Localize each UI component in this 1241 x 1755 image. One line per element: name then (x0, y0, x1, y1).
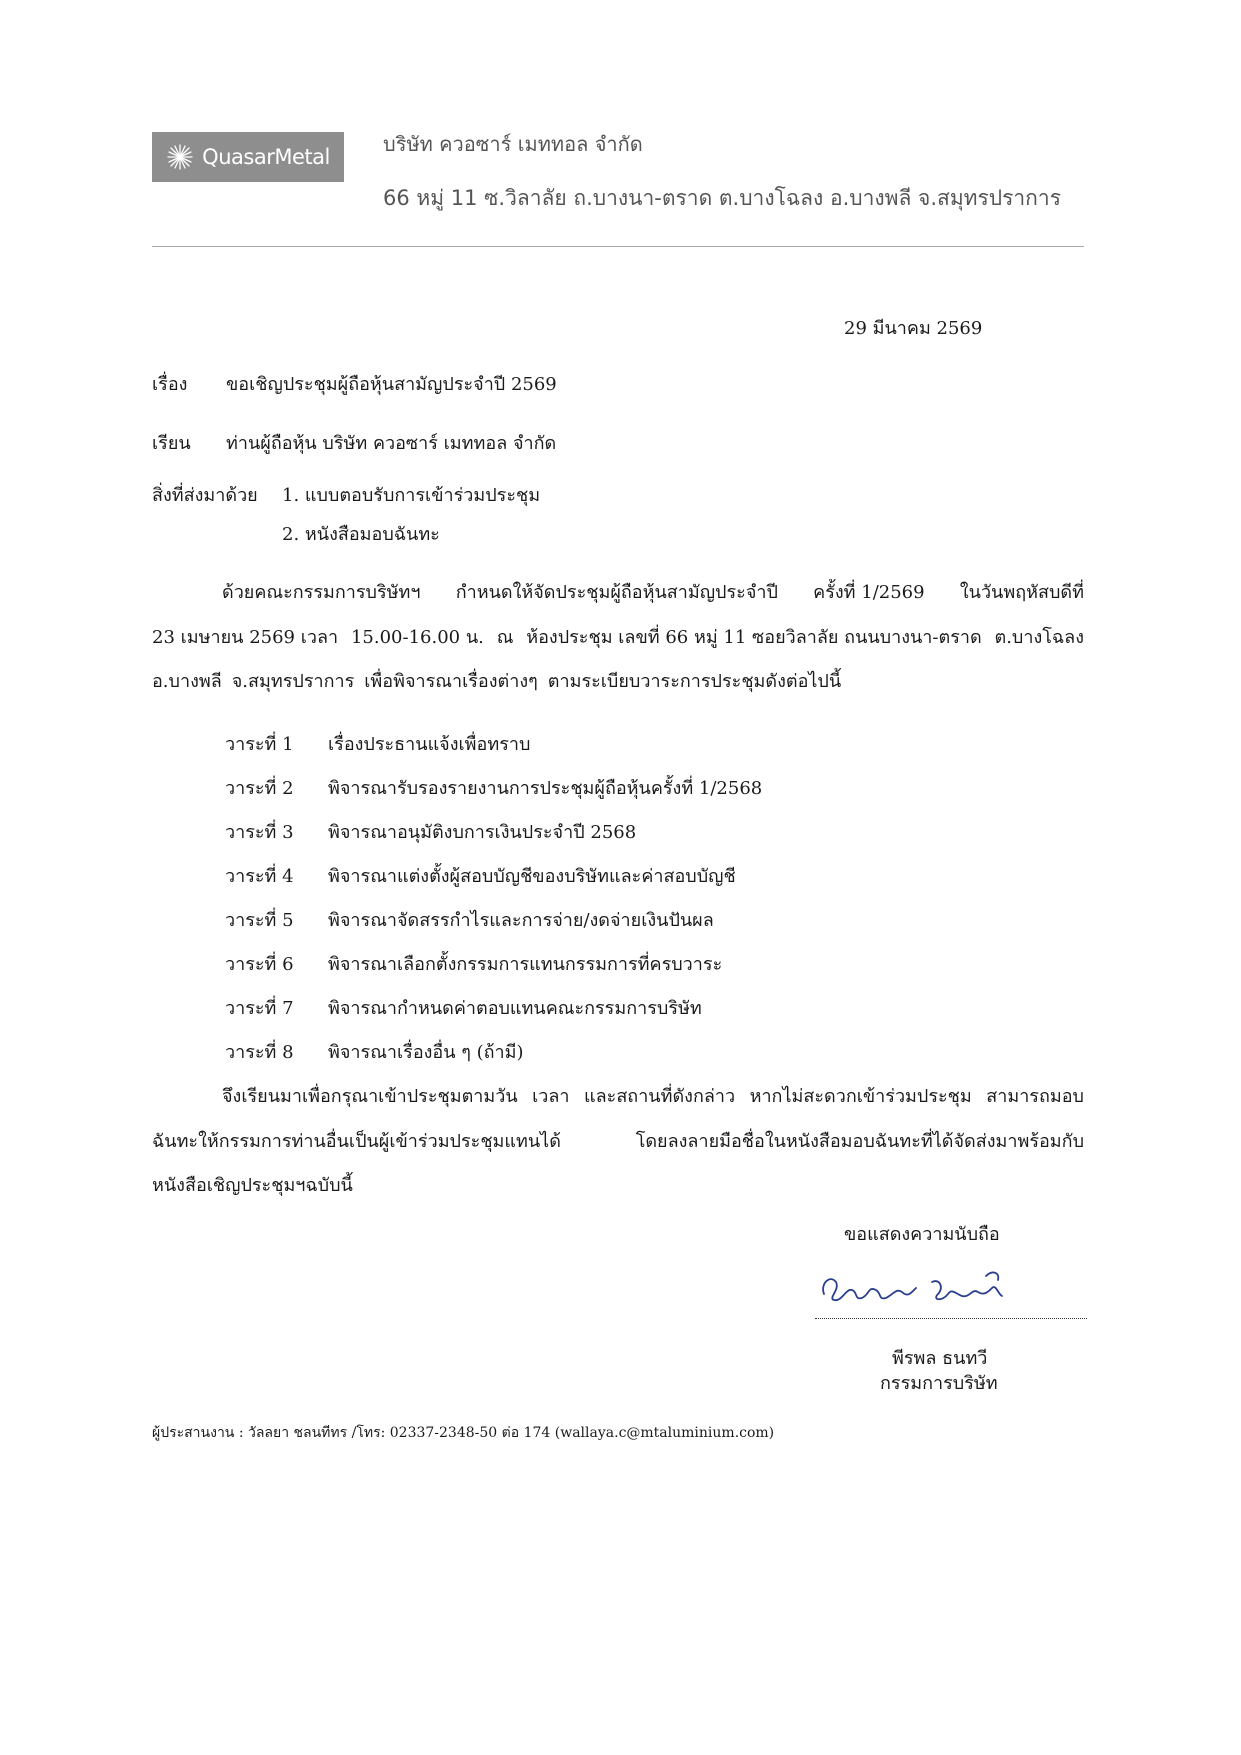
agenda-text: พิจารณารับรองรายงานการประชุมผู้ถือหุ้นครั้งที่ 1/2568 (328, 778, 763, 799)
agenda-text: พิจารณาแต่งตั้งผู้สอบบัญชีของบริษัทและค่าสอบบัญชี (328, 866, 736, 887)
text-run: ต.บางโฉลง (994, 627, 1084, 648)
recipient-label: เรียน (152, 433, 191, 454)
text-run: 23 เมษายน 2569 เวลา (152, 627, 339, 648)
paragraph-line (152, 673, 1084, 691)
text-run: ฉันทะให้กรรมการท่านอื่นเป็นผู้เข้าร่วมประชุมแทนได้ (152, 1131, 561, 1152)
agenda-number: วาระที่ 5 (225, 910, 294, 931)
company-address: 66 หมู่ 11 ซ.วิลาลัย ถ.บางนา-ตราด ต.บางโฉลง อ.บางพลี จ.สมุทรปราการ (383, 186, 1061, 210)
attachment-item: 1. แบบตอบรับการเข้าร่วมประชุม (282, 485, 541, 506)
text-run: 15.00-16.00 น. (350, 627, 484, 648)
text-run: จึงเรียนมาเพื่อกรุณาเข้าประชุมตามวัน (222, 1086, 518, 1107)
text-run: และสถานที่ดังกล่าว (584, 1086, 736, 1107)
agenda-number: วาระที่ 2 (225, 778, 294, 799)
letter-date: 29 มีนาคม 2569 (844, 318, 983, 339)
agenda-number: วาระที่ 7 (225, 998, 294, 1019)
agenda-text: พิจารณากำหนดค่าตอบแทนคณะกรรมการบริษัท (328, 998, 702, 1019)
text-run: ณ (496, 627, 514, 648)
text-run: ในวันพฤหัสบดีที่ (959, 582, 1084, 603)
paragraph-line (152, 629, 1084, 647)
paragraph-line (152, 1177, 1084, 1195)
company-logo (152, 132, 344, 182)
text-run: เวลา (532, 1086, 570, 1107)
text-run: อ.บางพลี (152, 671, 222, 692)
paragraph-line (222, 1088, 1084, 1106)
recipient-value: ท่านผู้ถือหุ้น บริษัท ควอซาร์ เมททอล จำกัด (226, 433, 557, 454)
attachment-item: 2. หนังสือมอบฉันทะ (282, 524, 440, 545)
text-run: ด้วยคณะกรรมการบริษัทฯ (222, 582, 421, 603)
closing-salutation: ขอแสดงความนับถือ (844, 1224, 1000, 1245)
agenda-number: วาระที่ 1 (225, 734, 294, 755)
header-divider (152, 246, 1084, 247)
signature-line (815, 1318, 1087, 1319)
starburst-icon (166, 143, 194, 171)
text-run: หนังสือเชิญประชุมฯฉบับนี้ (152, 1175, 353, 1196)
agenda-text: พิจารณาเลือกตั้งกรรมการแทนกรรมการที่ครบวาระ (328, 954, 723, 975)
agenda-text: พิจารณาอนุมัติงบการเงินประจำปี 2568 (328, 822, 637, 843)
text-run: ห้องประชุม เลขที่ 66 หมู่ 11 ซอยวิลาลัย ถนนบางนา-ตราด (526, 627, 982, 648)
text-run: โดยลงลายมือชื่อในหนังสือมอบฉันทะที่ได้จัดส่งมาพร้อมกับ (635, 1131, 1084, 1152)
text-run: หากไม่สะดวกเข้าร่วมประชุม (749, 1086, 972, 1107)
paragraph-line (222, 584, 1084, 602)
attachments-label: สิ่งที่ส่งมาด้วย (152, 485, 258, 506)
subject-label: เรื่อง (152, 374, 188, 395)
handwritten-signature (816, 1264, 1026, 1308)
agenda-number: วาระที่ 6 (225, 954, 294, 975)
logo-text: QuasarMetal (202, 145, 330, 169)
company-name: บริษัท ควอซาร์ เมททอล จำกัด (383, 132, 643, 156)
agenda-text: พิจารณาเรื่องอื่น ๆ (ถ้ามี) (328, 1042, 524, 1063)
text-run: จ.สมุทรปราการ (231, 671, 355, 692)
signer-name: พีรพล ธนทวี (892, 1348, 988, 1369)
agenda-number: วาระที่ 4 (225, 866, 294, 887)
text-run: กำหนดให้จัดประชุมผู้ถือหุ้นสามัญประจำปี (455, 582, 778, 603)
agenda-text: เรื่องประธานแจ้งเพื่อทราบ (328, 734, 531, 755)
text-run: เพื่อพิจารณาเรื่องต่างๆ (364, 671, 538, 692)
text-run: ตามระเบียบวาระการประชุมดังต่อไปนี้ (547, 671, 842, 692)
text-run: ครั้งที่ 1/2569 (813, 582, 925, 603)
subject-value: ขอเชิญประชุมผู้ถือหุ้นสามัญประจำปี 2569 (226, 374, 557, 395)
signer-title: กรรมการบริษัท (880, 1373, 998, 1394)
agenda-number: วาระที่ 3 (225, 822, 294, 843)
paragraph-line (152, 1133, 1084, 1151)
agenda-text: พิจารณาจัดสรรกำไรและการจ่าย/งดจ่ายเงินปันผล (328, 910, 714, 931)
agenda-number: วาระที่ 8 (225, 1042, 294, 1063)
contact-info: ผู้ประสานงาน : วัลลยา ชลนทีทร /โทร: 02337-2348-50 ต่อ 174 (wallaya.c@mtaluminium.com) (152, 1425, 775, 1441)
text-run: สามารถมอบ (986, 1086, 1084, 1107)
